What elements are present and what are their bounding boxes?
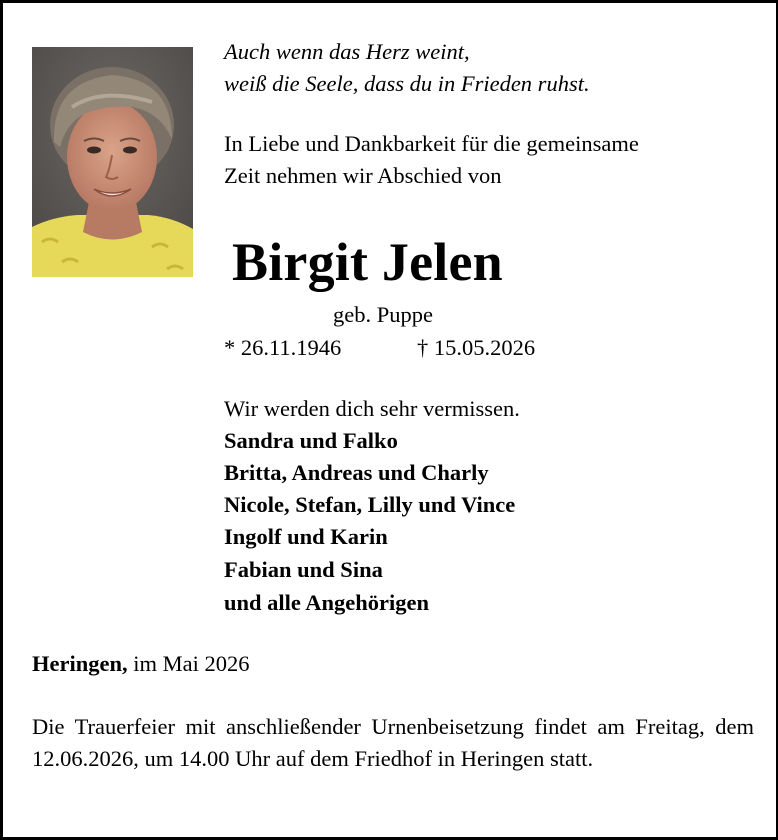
place-date-line <box>32 648 250 680</box>
intro-line-2: Zeit nehmen wir Abschied von <box>224 163 502 188</box>
place: Heringen, <box>32 651 128 676</box>
date: im Mai 2026 <box>127 651 250 676</box>
death-date: † 15.05.2026 <box>417 335 536 360</box>
mourner-name: Sandra und Falko <box>224 428 398 453</box>
portrait-icon <box>32 47 193 277</box>
ceremony-info: Die Trauerfeier mit anschließender Urnenbeisetzung findet am Freitag, dem 12.06.2026, um 14.00 Uhr auf dem Friedhof in Heringen statt. <box>32 714 754 771</box>
mourner-name: Britta, Andreas und Charly <box>224 460 489 485</box>
portrait-photo <box>32 47 193 277</box>
mourner-name: Nicole, Stefan, Lilly und Vince <box>224 492 516 517</box>
motto-line-1: Auch wenn das Herz weint, <box>224 39 470 64</box>
mourner-name: und alle Angehörigen <box>224 590 430 615</box>
mourner-name: Fabian und Sina <box>224 557 383 582</box>
motto-line-2: weiß die Seele, dass du in Frieden ruhst. <box>224 71 590 96</box>
deceased-name: Birgit Jelen <box>232 232 503 292</box>
mourners-message: Wir werden dich sehr vermissen. <box>224 396 520 421</box>
mourner-name: Ingolf und Karin <box>224 524 388 549</box>
maiden-name: geb. Puppe <box>333 302 433 327</box>
birth-date: * 26.11.1946 <box>224 335 342 360</box>
intro-line-1: In Liebe und Dankbarkeit für die gemeinsame <box>224 131 639 156</box>
